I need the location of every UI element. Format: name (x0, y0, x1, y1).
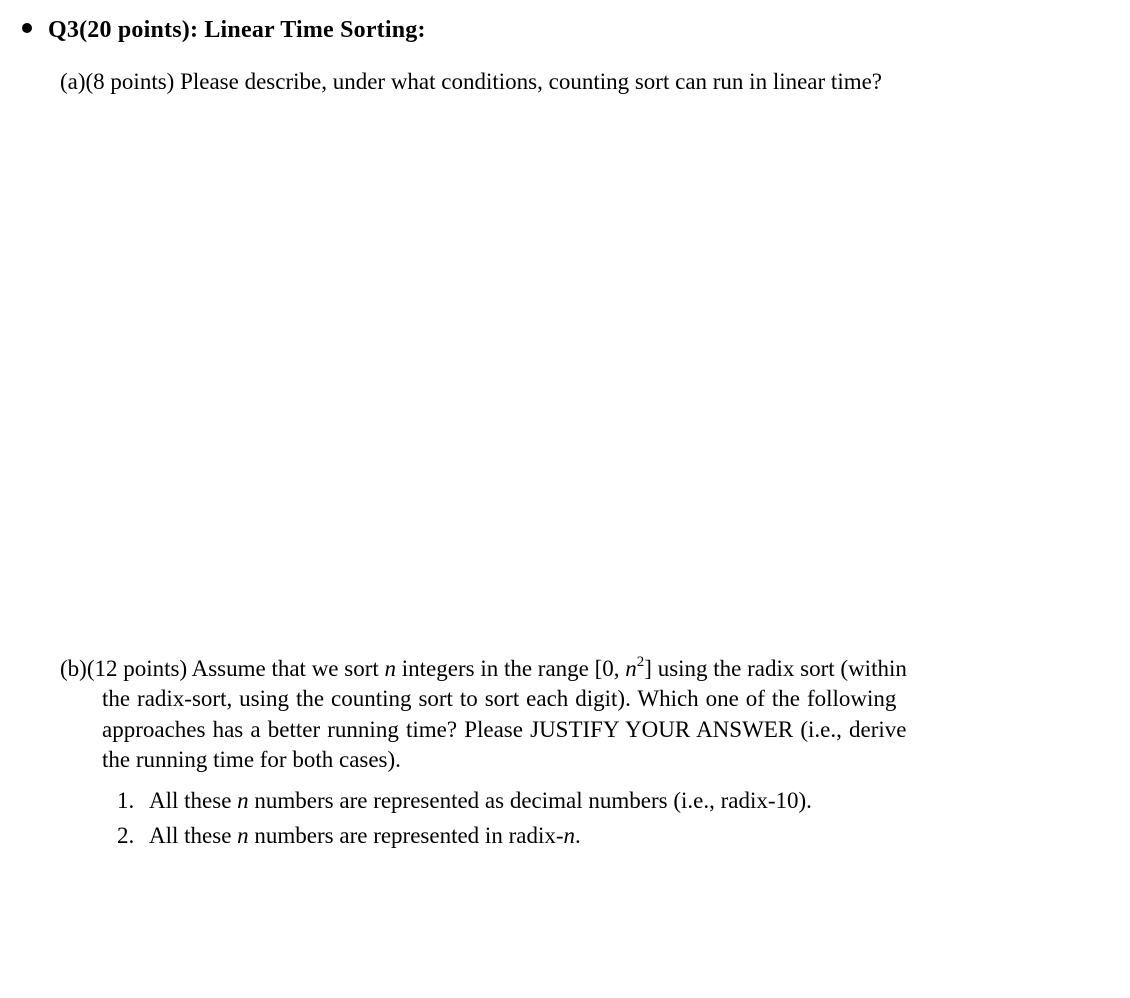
option-1: 1. All these n numbers are represented as decimal numbers (i.e., radix-10). (117, 788, 812, 813)
part-b-line-4: the running time for both cases). (102, 747, 401, 772)
bullet-point (22, 23, 32, 33)
part-b-line-2: the radix-sort, using the counting sort to sort each digit). Which one of the following (102, 686, 897, 711)
question-heading: Q3(20 points): Linear Time Sorting: (48, 17, 426, 43)
part-b-line-3: approaches has a better running time? Please JUSTIFY YOUR ANSWER (i.e., derive (102, 717, 907, 742)
part-a-prompt: (a)(8 points) Please describe, under what conditions, counting sort can run in linear time? (60, 69, 883, 94)
part-b-line-1: (b)(12 points) Assume that we sort n integers in the range [0, $n^2$] using the radix sort (within (60, 654, 907, 681)
option-2: 2. All these n numbers are represented in radix-n. (117, 823, 581, 848)
